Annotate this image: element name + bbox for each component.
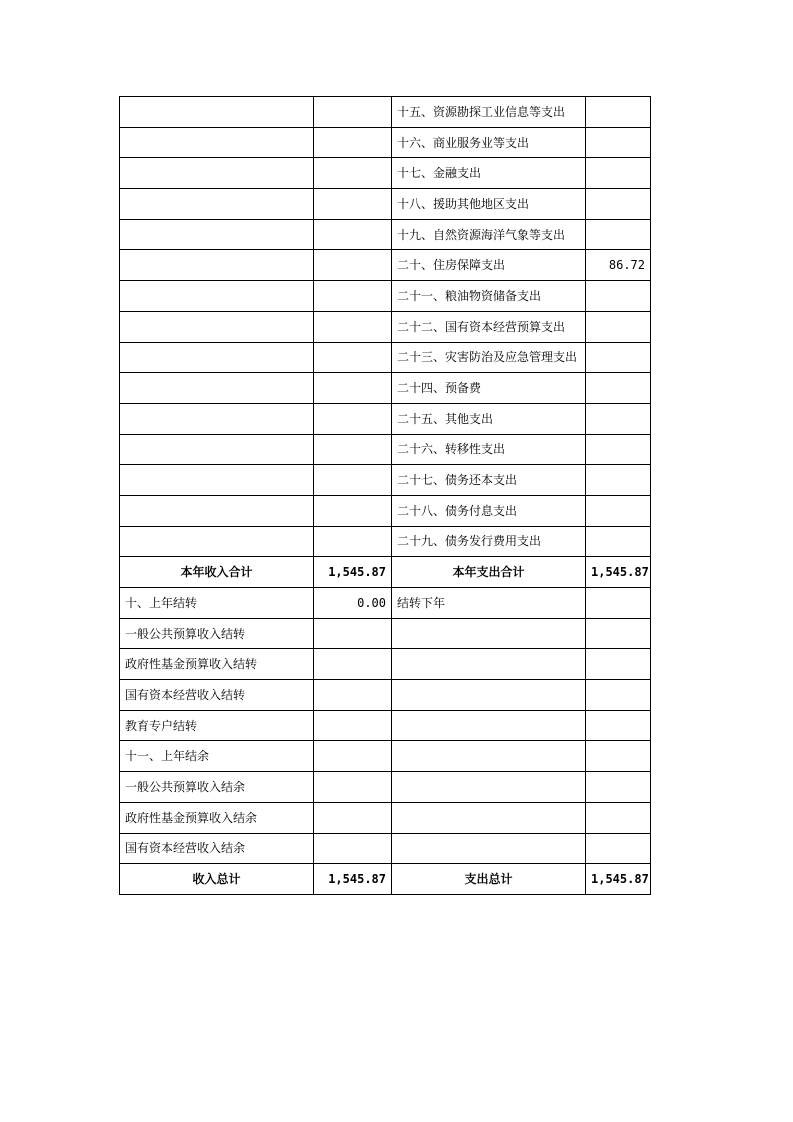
table-row: [120, 618, 651, 649]
budget-summary-table: [119, 96, 651, 895]
table-row: [120, 465, 651, 496]
expense-item-label: 二十三、灾害防治及应急管理支出: [392, 342, 586, 373]
table-row: [120, 250, 651, 281]
table-row: [120, 741, 651, 772]
expense-amount: [586, 97, 651, 128]
income-amount-cell: [314, 772, 392, 803]
income-item-label: 一般公共预算收入结余: [120, 772, 314, 803]
income-amount-cell: [314, 189, 392, 220]
table-body: [120, 97, 651, 895]
table-row: [120, 158, 651, 189]
table-row: [120, 802, 651, 833]
expense-item-label: 十六、商业服务业等支出: [392, 127, 586, 158]
income-amount-cell: [314, 158, 392, 189]
table-row: [120, 403, 651, 434]
expense-amount: [586, 281, 651, 312]
income-item-cell: [120, 526, 314, 557]
table-row: [120, 311, 651, 342]
expense-item-label: 十七、金融支出: [392, 158, 586, 189]
income-item-label: 国有资本经营收入结转: [120, 680, 314, 711]
table-row: [120, 189, 651, 220]
expense-item-label: 二十二、国有资本经营预算支出: [392, 311, 586, 342]
expense-item-label: 二十七、债务还本支出: [392, 465, 586, 496]
expense-item-cell: [392, 680, 586, 711]
expense-total-label: 支出总计: [392, 864, 586, 895]
expense-amount-cell: [586, 680, 651, 711]
income-subtotal-label: 本年收入合计: [120, 557, 314, 588]
expense-subtotal-label: 本年支出合计: [392, 557, 586, 588]
income-amount-cell: [314, 526, 392, 557]
expense-item-label: 二十四、预备费: [392, 373, 586, 404]
income-amount-cell: [314, 649, 392, 680]
expense-item-label: 十五、资源勘探工业信息等支出: [392, 97, 586, 128]
expense-item-label: 二十、住房保障支出: [392, 250, 586, 281]
expense-amount-cell: [586, 618, 651, 649]
income-item-cell: [120, 219, 314, 250]
expense-amount: [586, 219, 651, 250]
carryover-expense-label: 结转下年: [392, 588, 586, 619]
expense-amount: [586, 189, 651, 220]
income-amount-cell: [314, 281, 392, 312]
expense-item-cell: [392, 649, 586, 680]
table-row: [120, 281, 651, 312]
income-item-cell: [120, 311, 314, 342]
income-amount-cell: [314, 373, 392, 404]
income-amount-cell: [314, 250, 392, 281]
expense-item-cell: [392, 833, 586, 864]
income-amount-cell: [314, 710, 392, 741]
carryover-expense-value: [586, 588, 651, 619]
expense-amount: [586, 495, 651, 526]
expense-amount: 86.72: [586, 250, 651, 281]
expense-item-label: 二十一、粮油物资储备支出: [392, 281, 586, 312]
subtotal-row: [120, 557, 651, 588]
income-amount-cell: [314, 434, 392, 465]
income-item-label: 教育专户结转: [120, 710, 314, 741]
income-item-label: 政府性基金预算收入结余: [120, 802, 314, 833]
income-item-cell: [120, 158, 314, 189]
income-total-value: 1,545.87: [314, 864, 392, 895]
expense-item-label: 十九、自然资源海洋气象等支出: [392, 219, 586, 250]
income-item-cell: [120, 465, 314, 496]
carryover-income-value: 0.00: [314, 588, 392, 619]
income-amount-cell: [314, 495, 392, 526]
expense-item-cell: [392, 618, 586, 649]
table-row: [120, 219, 651, 250]
expense-item-label: 二十五、其他支出: [392, 403, 586, 434]
income-item-label: 一般公共预算收入结转: [120, 618, 314, 649]
income-amount-cell: [314, 97, 392, 128]
income-item-cell: [120, 127, 314, 158]
income-amount-cell: [314, 219, 392, 250]
income-item-label: 政府性基金预算收入结转: [120, 649, 314, 680]
expense-amount: [586, 311, 651, 342]
expense-amount: [586, 403, 651, 434]
table-row: [120, 526, 651, 557]
expense-item-label: 二十九、债务发行费用支出: [392, 526, 586, 557]
income-amount-cell: [314, 833, 392, 864]
table-row: [120, 833, 651, 864]
expense-item-label: 二十八、债务付息支出: [392, 495, 586, 526]
expense-amount: [586, 465, 651, 496]
income-item-cell: [120, 250, 314, 281]
expense-amount-cell: [586, 772, 651, 803]
income-amount-cell: [314, 127, 392, 158]
income-subtotal-value: 1,545.87: [314, 557, 392, 588]
expense-amount: [586, 127, 651, 158]
income-amount-cell: [314, 741, 392, 772]
expense-item-label: 二十六、转移性支出: [392, 434, 586, 465]
carryover-income-label: 十、上年结转: [120, 588, 314, 619]
table-row: [120, 772, 651, 803]
income-amount-cell: [314, 342, 392, 373]
expense-subtotal-value: 1,545.87: [586, 557, 651, 588]
expense-item-cell: [392, 741, 586, 772]
table-row: [120, 710, 651, 741]
income-amount-cell: [314, 403, 392, 434]
table-row: [120, 680, 651, 711]
income-item-cell: [120, 342, 314, 373]
expense-amount-cell: [586, 710, 651, 741]
expense-item-cell: [392, 802, 586, 833]
table-row: [120, 649, 651, 680]
income-item-cell: [120, 373, 314, 404]
income-amount-cell: [314, 802, 392, 833]
income-amount-cell: [314, 680, 392, 711]
table-row: [120, 434, 651, 465]
income-amount-cell: [314, 618, 392, 649]
expense-item-cell: [392, 772, 586, 803]
income-item-label: 国有资本经营收入结余: [120, 833, 314, 864]
expense-amount: [586, 373, 651, 404]
expense-amount-cell: [586, 649, 651, 680]
carryover-row: [120, 588, 651, 619]
income-amount-cell: [314, 465, 392, 496]
income-item-cell: [120, 403, 314, 434]
expense-amount-cell: [586, 741, 651, 772]
expense-amount: [586, 434, 651, 465]
expense-item-label: 十八、援助其他地区支出: [392, 189, 586, 220]
expense-amount: [586, 526, 651, 557]
income-item-cell: [120, 97, 314, 128]
income-amount-cell: [314, 311, 392, 342]
income-total-label: 收入总计: [120, 864, 314, 895]
expense-amount: [586, 342, 651, 373]
income-item-cell: [120, 434, 314, 465]
expense-amount-cell: [586, 802, 651, 833]
income-item-cell: [120, 495, 314, 526]
grand-total-row: [120, 864, 651, 895]
table-row: [120, 495, 651, 526]
table-row: [120, 373, 651, 404]
expense-amount: [586, 158, 651, 189]
table-row: [120, 97, 651, 128]
table-row: [120, 342, 651, 373]
expense-item-cell: [392, 710, 586, 741]
table-row: [120, 127, 651, 158]
expense-amount-cell: [586, 833, 651, 864]
income-item-cell: [120, 189, 314, 220]
expense-total-value: 1,545.87: [586, 864, 651, 895]
income-item-cell: [120, 281, 314, 312]
income-item-label: 十一、上年结余: [120, 741, 314, 772]
